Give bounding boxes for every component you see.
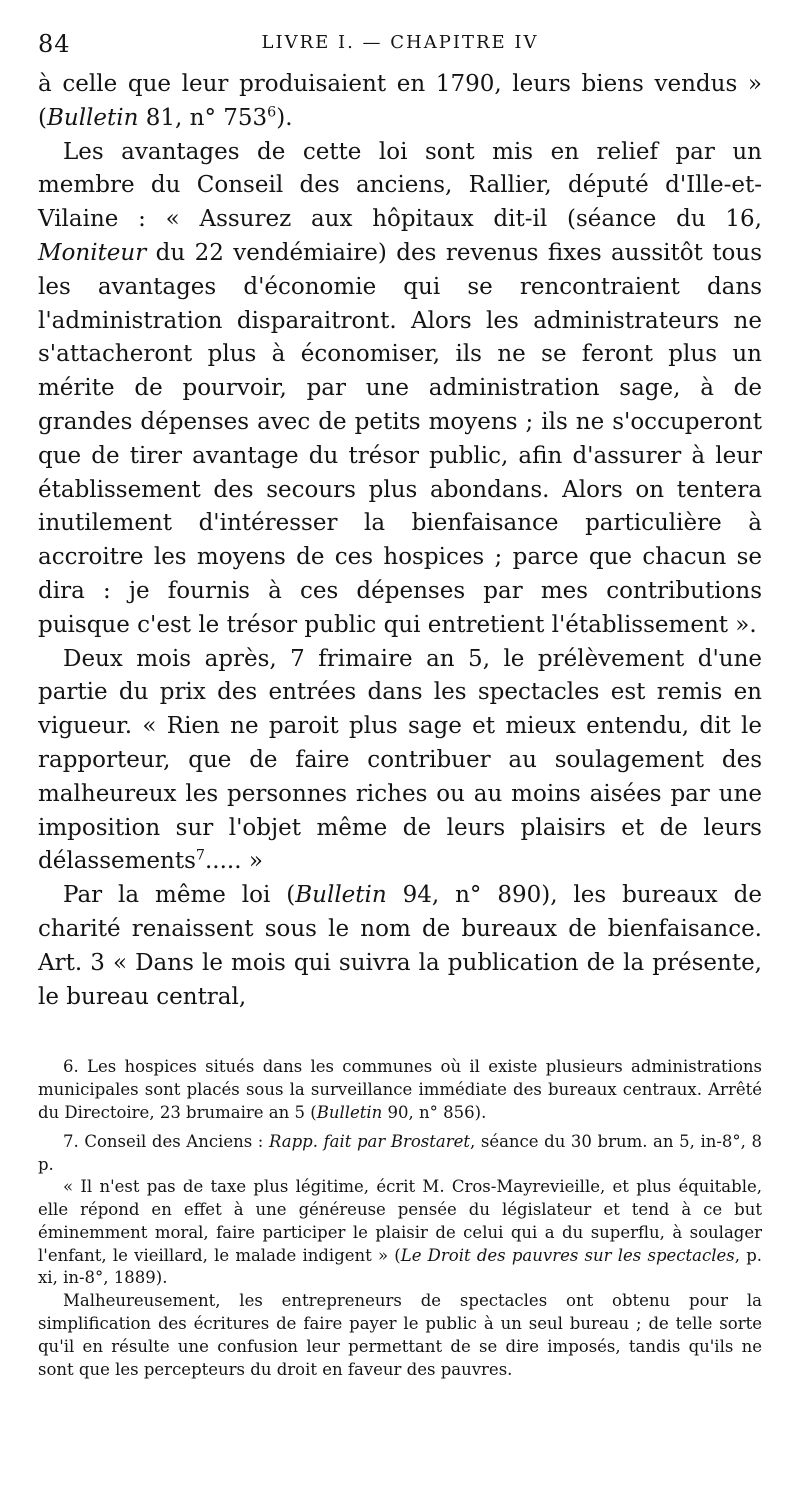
footnote-7-continuation xyxy=(38,1290,762,1381)
italic-run: Bulletin xyxy=(46,104,139,131)
italic-run: Bulletin xyxy=(316,1102,383,1122)
text-run: Les avantages de cette loi sont mis en relief par un membre du Conseil des anciens, Rallier, député d'Ille-et-Vilaine : « Assurez aux hôpitaux dit-il (séance du 16, xyxy=(38,138,762,233)
text-run: du 22 vendémiaire) des revenus fixes aussitôt tous les avantages d'économie qui se rencontraient dans l'administration disparaitront. Alors les administrateurs ne s'attacheront plus à économiser, ils ne se feront plus un mérite de pourvoir, par une administration sage, à de grandes dépenses avec de petits moyens ; ils ne s'occuperont que de tirer avantage du trésor public, afin d'assurer à leur établissement des secours plus abondans. Alors on tentera inutilement d'intéresser la bienfaisance particulière à accroitre les moyens de ces hospices ; parce que chacun se dira : je fournis à ces dépenses par mes contributions puisque c'est le trésor public qui entretient l'établissement ». xyxy=(38,239,762,638)
paragraph-3 xyxy=(38,643,762,880)
paragraph-2 xyxy=(38,136,762,643)
text-run: , p. xi, in-8°, 1889). xyxy=(38,1245,763,1288)
page-number: 84 xyxy=(38,30,71,58)
text-run: à celle que leur produisaient en 1790, leurs biens vendus » ( xyxy=(38,71,762,131)
text-run: 81, n° 753 xyxy=(138,104,268,131)
footnote-7-quote xyxy=(38,1176,762,1290)
text-run: , séance du 30 brum. an 5, in-8°, 8 p. xyxy=(38,1131,762,1174)
text-run: 6. Les hospices situés dans les communes où il existe plusieurs administrations municipales sont placés sous la surveillance immédiate des bureaux centraux. Arrêté du Directoire, 23 brumaire an 5 ( xyxy=(38,1057,762,1122)
italic-run: Rapp. fait par Brostaret xyxy=(268,1131,471,1151)
text-run: Par la même loi ( xyxy=(63,882,296,909)
paragraph-4 xyxy=(38,879,762,1014)
text-run: 7. Conseil des Anciens : xyxy=(63,1131,269,1151)
italic-run: Le Droit des pauvres sur les spectacles xyxy=(400,1245,735,1265)
text-run: « Il n'est pas de taxe plus légitime, écrit M. Cros-Mayrevieille, et plus équitable, elle répond en effet à une généreuse pensée du législateur et tend à ce but éminemment moral, faire participer le plaisir de celui qui a du superflu, à soulager l'enfant, le vieillard, le malade indigent » ( xyxy=(38,1177,762,1265)
text-run: Deux mois après, 7 frimaire an 5, le prélèvement d'une partie du prix des entrées dans les spectacles est remis en vigueur. « Rien ne paroit plus sage et mieux entendu, dit le rapporteur, que de faire contribuer au soulagement des malheureux les personnes riches ou au moins aisées par une imposition sur l'objet même de leurs plaisirs et de leurs délassements xyxy=(38,645,762,875)
text-run: Malheureusement, les entrepreneurs de spectacles ont obtenu pour la simplification des écritures de faire payer le public à un seul bureau ; de telle sorte qu'il en résulte une confusion leur permettant de se dire imposés, tandis qu'ils ne sont que les percepteurs du droit en faveur des pauvres. xyxy=(38,1291,762,1379)
text-run: 90, n° 856). xyxy=(382,1102,487,1122)
paragraph-1 xyxy=(38,68,762,136)
text-run: ). xyxy=(276,104,293,131)
text-run: ..... » xyxy=(204,848,263,875)
italic-run: Moniteur xyxy=(38,239,147,266)
footnote-6 xyxy=(38,1056,762,1124)
chapter-header: LIVRE I. — CHAPITRE IV xyxy=(261,32,539,53)
running-head xyxy=(38,30,762,64)
footnotes xyxy=(38,1056,762,1381)
footnote-7 xyxy=(38,1131,762,1177)
italic-run: Bulletin xyxy=(295,882,387,909)
footnote-ref-6[interactable]: 6 xyxy=(267,104,277,121)
text-run: 94, n° 890), les bureaux de charité renaissent sous le nom de bureaux de bienfaisance. Art. 3 « Dans le mois qui suivra la publication de la présente, le bureau central, xyxy=(38,882,762,1010)
main-text xyxy=(38,68,762,1014)
footnote-ref-7[interactable]: 7 xyxy=(195,847,205,864)
